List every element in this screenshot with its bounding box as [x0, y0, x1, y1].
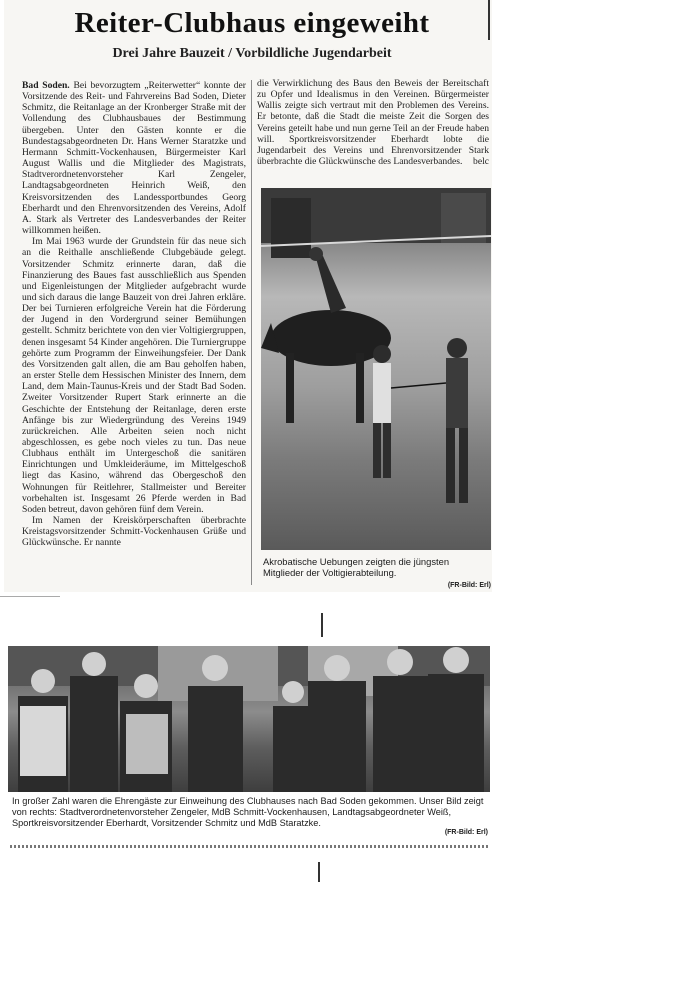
dateline: Bad Soden.: [22, 80, 70, 91]
vaulting-scene-icon: [261, 188, 491, 550]
caption-text: Akrobatische Uebungen zeigten die jüngsten Mitglieder der Voltigierabteilung.: [263, 556, 450, 578]
caption-credit-line: [263, 556, 491, 578]
cut-line: [0, 596, 60, 597]
column-2-body: die Verwirklichung des Baus den Beweis der Bereitschaft zu Opfer und Idealismus in den Vereinen. Bürgermeister Wallis zeigte sich vertraut mit den Problemen des Vereins. Er betonte, daß die Stadt die meiste Zeit die Sorgen des Vereins geteilt habe und nun gerne Teil an der Freude haben will. Sportkreisvorsitzender Eberhardt lobte die Jugendarbeit des Vereins und Ehrenvorsitzender Stark überbrachte die Glückwünsche des Landesverbandes.: [257, 78, 489, 168]
perforation-strip: [10, 845, 488, 848]
photo-credit: (FR-Bild: Erl): [447, 582, 491, 589]
column-2-text: [257, 78, 489, 167]
edge-mark: [488, 0, 490, 40]
paragraph-1-text: Bei bevorzugtem „Reiterwetter“ konnte der Vorsitzende des Reit- und Fahrvereins Bad Soden, Dieter Schmitz, die Reitanlage an der Kronberger Straße mit der Vollendung des Clubhausbaues der Bestimmung übergeben. Unter den Gästen konnte er die Bundestagsabgeordneten Dr. Hans Werner Staratzke und Hermann Schmitt-Vockenhausen, Bürgermeister Karl August Wallis und die Mitglieder des Magistrats, Stadtverordnetenvorsteher Karl Zengeler, Landtagsabgeordneten Heinrich Weiß, den Kreisvorsitzenden des Landessportbundes Georg Eberhardt und den Ehrenvorsitzenden des Vereins, Adolf A. Stark als Vertreter des Landesverbandes der Reiter willkommen heißen.: [22, 80, 246, 237]
guests-photo-caption: [12, 796, 488, 839]
paragraph-2: Im Mai 1963 wurde der Grundstein für das neue sich an die Reithalle anschließende Clubgebäude gelegt. Vorsitzender Schmitz erinnerte daran, daß die Finanzierung des Baues fast ausschließlich aus Spenden und Eigenleistungen der Mitglieder aufgebracht wurde und sich daraus die lange Bauzeit von drei Jahren erkläre. Der bei Turnieren erfolgreiche Verein hat die Förderung der Jugend in den Vordergrund seiner Bemühungen gestellt. Schmitz berichtete von den vier Voltigiergruppen, denen insgesamt 54 Kinder angehören. Die Turniergruppe gehörte zum Programm der Einweihungsfeier. Der Dank des Vorsitzenden galt allen, die am Bau geholfen haben, an erster Stelle dem Hessischen Minister des Innern, dem Land, dem Main-Taunus-Kreis und der Stadt Bad Soden. Zweiter Vorsitzender Rupert Stark erinnerte an die Geschichte der Entstehung der Reitanlage, deren erste Anfänge bis zur Wiedergründung des Vereins 1949 zurückreichen. Alle Arbeiten seien noch nicht abgeschlossen, es gebe noch vieles zu tun. Das neue Clubhaus enthält im Untergeschoß die sanitären Einrichtungen und Umkleideräume, im Mittelgeschoß liegt das Kasino, während das Obergeschoß den Wohnungen für Reitlehrer, Stallmeister und Bereiter vorbehalten ist. Insgesamt 26 Pferde werden in Bad Soden betreut, davon gehören fünf dem Verein.: [22, 236, 246, 515]
article-column-1: [22, 80, 246, 588]
guests-group-icon: [8, 646, 490, 792]
scan-mark: [321, 613, 323, 637]
photo-credit: (FR-Bild: Erl): [444, 829, 488, 837]
newspaper-clipping: [4, 0, 492, 592]
author-signature: belc: [473, 156, 489, 168]
article-column-2: [257, 78, 489, 188]
scan-mark: [318, 862, 320, 882]
vaulting-photo: [261, 188, 491, 550]
guests-photo: [8, 646, 490, 792]
caption-text: In großer Zahl waren die Ehrengäste zur Einweihung des Clubhauses nach Bad Soden gekommen. Unser Bild zeigt von rechts: Stadtverordnetenvorsteher Zengeler, MdB Schmitt-Vockenhausen, Landtagsabgeordneter Weiß, Sportkreisvorsitzender Eberhardt, Vorsitzender Schmitz und MdB Staratzke.: [12, 796, 484, 828]
paragraph-3: Im Namen der Kreiskörperschaften überbrachte Kreistagsvorsitzender Schmitt-Vockenhausen Grüße und Glückwünsche. Er nannte: [22, 515, 246, 549]
vaulting-photo-caption: [263, 556, 491, 591]
paragraph-1: [22, 80, 246, 236]
subheadline: Drei Jahre Bauzeit / Vorbildliche Jugendarbeit: [112, 46, 392, 61]
column-divider: [251, 80, 252, 585]
headline: Reiter-Clubhaus eingeweiht: [74, 7, 430, 39]
